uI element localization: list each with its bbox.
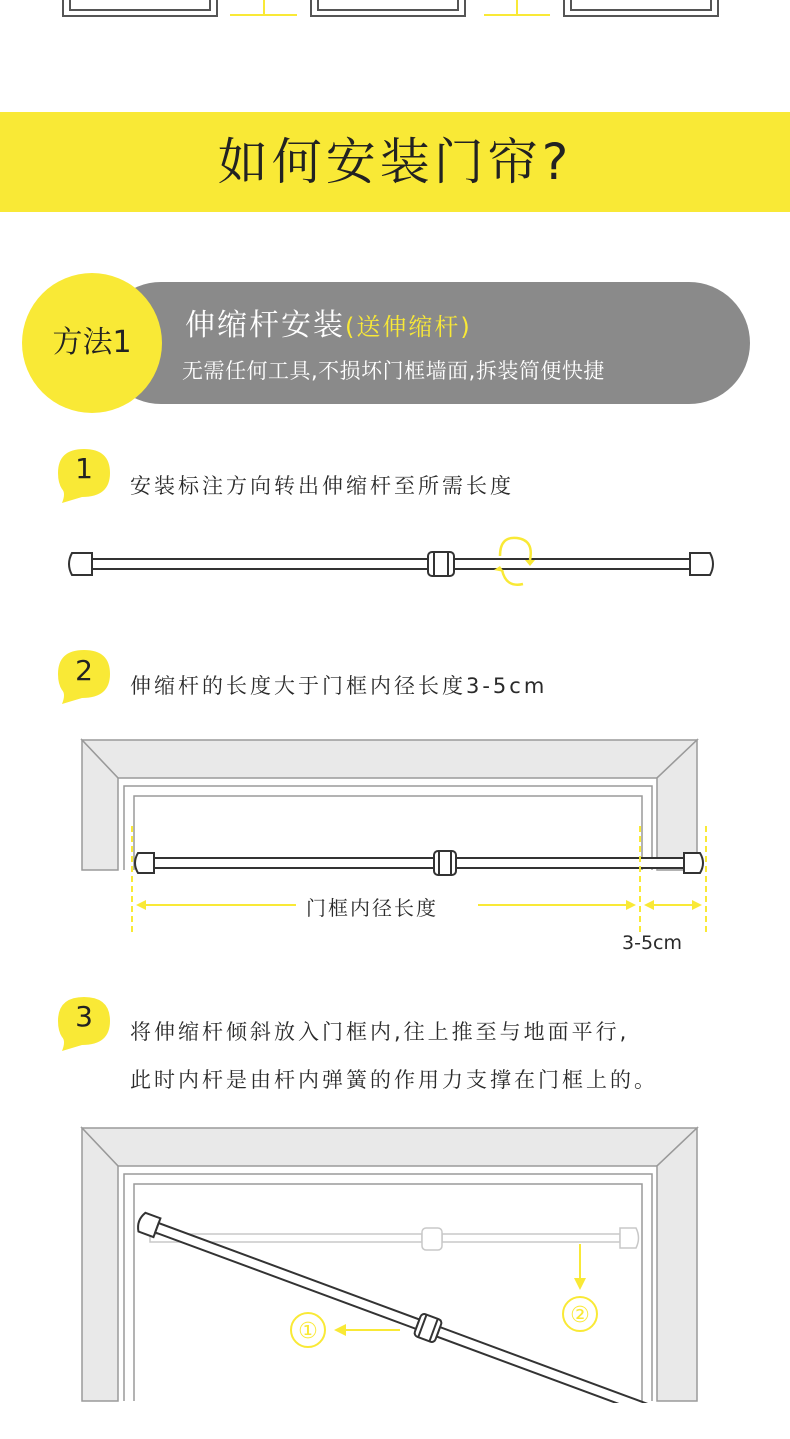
method-description: 无需任何工具,不损坏门框墙面,拆装简便快捷 bbox=[182, 359, 605, 383]
step-2-text: 伸缩杆的长度大于门框内径长度3-5cm bbox=[130, 674, 548, 698]
step-3-text-line1: 将伸缩杆倾斜放入门框内,往上推至与地面平行, bbox=[130, 1020, 630, 1044]
extra-length-label: 3-5cm bbox=[622, 932, 682, 954]
marker-2-text: ② bbox=[570, 1303, 590, 1328]
method-title bbox=[185, 300, 472, 344]
step-1-number: 1 bbox=[75, 452, 93, 485]
banner-title: 如何安装门帘? bbox=[217, 133, 573, 191]
top-partial-illustration bbox=[0, 0, 790, 20]
step-3-text-line2: 此时内杆是由杆内弹簧的作用力支撑在门框上的。 bbox=[130, 1068, 658, 1092]
step-3-number: 3 bbox=[75, 1000, 93, 1033]
inner-width-label: 门框内径长度 bbox=[296, 892, 448, 921]
tilted-rod-diagram bbox=[0, 1118, 790, 1403]
method-title-main: 伸缩杆安装 bbox=[185, 308, 345, 343]
method-subtitle: (送伸缩杆) bbox=[345, 313, 472, 341]
marker-1-text: ① bbox=[298, 1319, 318, 1344]
step-1-text: 安装标注方向转出伸缩杆至所需长度 bbox=[130, 474, 514, 498]
method-label: 方法1 bbox=[52, 325, 132, 360]
step-2-number: 2 bbox=[75, 654, 93, 687]
rod-illustration bbox=[60, 530, 730, 596]
